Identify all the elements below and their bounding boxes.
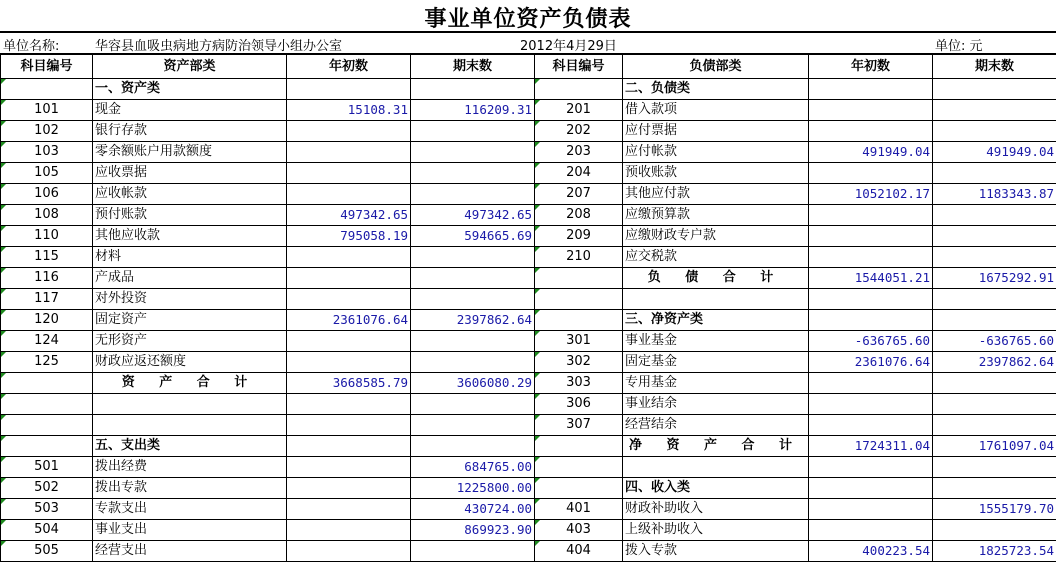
left-end-cell[interactable] — [411, 121, 535, 142]
left-code-cell[interactable] — [1, 436, 93, 457]
left-end-cell[interactable]: 3606080.29 — [411, 373, 535, 394]
left-begin-cell[interactable]: 2361076.64 — [287, 310, 411, 331]
right-begin-cell[interactable] — [809, 289, 933, 310]
table-row — [1, 247, 1056, 268]
header-row — [1, 55, 1056, 79]
left-begin-cell[interactable]: 497342.65 — [287, 205, 411, 226]
left-name-cell[interactable] — [93, 415, 287, 436]
left-code-cell[interactable]: 103 — [1, 142, 93, 163]
left-end-cell[interactable]: 497342.65 — [411, 205, 535, 226]
left-begin-cell[interactable] — [287, 394, 411, 415]
left-code-cell[interactable]: 503 — [1, 499, 93, 520]
right-name-cell[interactable]: 应缴财政专户款 — [623, 226, 809, 247]
right-end-cell[interactable] — [933, 226, 1056, 247]
left-name-cell[interactable]: 资 产 合 计 — [93, 373, 287, 394]
left-end-cell[interactable]: 684765.00 — [411, 457, 535, 478]
left-end-cell[interactable] — [411, 331, 535, 352]
left-code-cell[interactable]: 108 — [1, 205, 93, 226]
left-code-cell[interactable] — [1, 394, 93, 415]
left-begin-cell[interactable] — [287, 289, 411, 310]
currency-unit: 单位: 元 — [935, 39, 983, 54]
left-begin-cell[interactable] — [287, 247, 411, 268]
left-code-cell[interactable]: 116 — [1, 268, 93, 289]
right-begin-cell[interactable]: 2361076.64 — [809, 352, 933, 373]
left-code-cell[interactable] — [1, 79, 93, 100]
right-name-cell[interactable]: 四、收入类 — [623, 478, 809, 499]
unit-label: 单位名称: — [3, 39, 60, 54]
right-end-cell[interactable] — [933, 100, 1056, 121]
right-name-cell[interactable]: 固定基金 — [623, 352, 809, 373]
left-end-cell[interactable] — [411, 394, 535, 415]
left-name-cell[interactable]: 固定资产 — [93, 310, 287, 331]
right-name-cell[interactable]: 财政补助收入 — [623, 499, 809, 520]
table-row — [1, 226, 1056, 247]
right-code-cell[interactable] — [535, 79, 623, 100]
left-begin-cell[interactable] — [287, 415, 411, 436]
right-code-cell[interactable]: 203 — [535, 142, 623, 163]
table-row — [1, 163, 1056, 184]
right-name-cell[interactable]: 事业结余 — [623, 394, 809, 415]
left-name-cell[interactable]: 事业支出 — [93, 520, 287, 541]
right-end-cell[interactable]: 1761097.04 — [933, 436, 1056, 457]
header-cell: 年初数 — [809, 55, 933, 79]
right-begin-cell[interactable] — [809, 499, 933, 520]
left-code-cell[interactable]: 102 — [1, 121, 93, 142]
right-begin-cell[interactable]: 491949.04 — [809, 142, 933, 163]
table-row — [1, 184, 1056, 205]
right-begin-cell[interactable] — [809, 79, 933, 100]
left-name-cell[interactable]: 一、资产类 — [93, 79, 287, 100]
right-name-cell[interactable] — [623, 457, 809, 478]
table-row — [1, 373, 1056, 394]
right-end-cell[interactable] — [933, 121, 1056, 142]
right-code-cell[interactable]: 204 — [535, 163, 623, 184]
header-cell: 科目编号 — [535, 55, 623, 79]
table-row — [1, 205, 1056, 226]
right-end-cell[interactable] — [933, 205, 1056, 226]
right-end-cell[interactable] — [933, 289, 1056, 310]
right-end-cell[interactable] — [933, 478, 1056, 499]
left-end-cell[interactable] — [411, 184, 535, 205]
right-code-cell[interactable] — [535, 310, 623, 331]
left-name-cell[interactable]: 应收票据 — [93, 163, 287, 184]
left-begin-cell[interactable] — [287, 352, 411, 373]
left-begin-cell[interactable] — [287, 79, 411, 100]
right-begin-cell[interactable] — [809, 373, 933, 394]
left-code-cell[interactable]: 504 — [1, 520, 93, 541]
header-cell: 负债部类 — [623, 55, 809, 79]
left-code-cell[interactable]: 505 — [1, 541, 93, 562]
right-begin-cell[interactable]: 1052102.17 — [809, 184, 933, 205]
right-begin-cell[interactable] — [809, 226, 933, 247]
right-code-cell[interactable]: 201 — [535, 100, 623, 121]
right-code-cell[interactable]: 202 — [535, 121, 623, 142]
left-end-cell[interactable]: 430724.00 — [411, 499, 535, 520]
right-end-cell[interactable]: -636765.60 — [933, 331, 1056, 352]
left-end-cell[interactable] — [411, 79, 535, 100]
right-name-cell[interactable]: 其他应付款 — [623, 184, 809, 205]
right-code-cell[interactable]: 303 — [535, 373, 623, 394]
right-end-cell[interactable]: 1183343.87 — [933, 184, 1056, 205]
right-code-cell[interactable] — [535, 289, 623, 310]
right-end-cell[interactable]: 2397862.64 — [933, 352, 1056, 373]
left-end-cell[interactable]: 1225800.00 — [411, 478, 535, 499]
right-code-cell[interactable]: 207 — [535, 184, 623, 205]
right-name-cell[interactable]: 二、负债类 — [623, 79, 809, 100]
left-code-cell[interactable]: 124 — [1, 331, 93, 352]
right-code-cell[interactable]: 401 — [535, 499, 623, 520]
left-end-cell[interactable] — [411, 415, 535, 436]
left-end-cell[interactable]: 594665.69 — [411, 226, 535, 247]
left-begin-cell[interactable]: 795058.19 — [287, 226, 411, 247]
right-end-cell[interactable] — [933, 247, 1056, 268]
left-code-cell[interactable]: 125 — [1, 352, 93, 373]
right-name-cell[interactable]: 净 资 产 合 计 — [623, 436, 809, 457]
left-name-cell[interactable]: 无形资产 — [93, 331, 287, 352]
header-cell: 期末数 — [933, 55, 1056, 79]
report-date: 2012年4月29日 — [520, 39, 617, 54]
left-end-cell[interactable] — [411, 352, 535, 373]
right-name-cell[interactable]: 应缴预算款 — [623, 205, 809, 226]
left-name-cell[interactable]: 拨出经费 — [93, 457, 287, 478]
left-begin-cell[interactable] — [287, 142, 411, 163]
left-name-cell[interactable]: 财政应返还额度 — [93, 352, 287, 373]
right-name-cell[interactable]: 预收账款 — [623, 163, 809, 184]
right-end-cell[interactable] — [933, 394, 1056, 415]
left-begin-cell[interactable]: 15108.31 — [287, 100, 411, 121]
right-end-cell[interactable] — [933, 163, 1056, 184]
info-row — [0, 33, 1056, 54]
title-row — [0, 0, 1056, 33]
right-begin-cell[interactable] — [809, 100, 933, 121]
left-begin-cell[interactable]: 3668585.79 — [287, 373, 411, 394]
left-end-cell[interactable] — [411, 268, 535, 289]
left-end-cell[interactable] — [411, 142, 535, 163]
left-name-cell[interactable]: 专款支出 — [93, 499, 287, 520]
table-row — [1, 310, 1056, 331]
left-name-cell[interactable]: 应收帐款 — [93, 184, 287, 205]
left-code-cell[interactable]: 502 — [1, 478, 93, 499]
left-code-cell[interactable]: 501 — [1, 457, 93, 478]
right-code-cell[interactable]: 301 — [535, 331, 623, 352]
right-code-cell[interactable]: 210 — [535, 247, 623, 268]
table-row — [1, 457, 1056, 478]
table-row — [1, 541, 1056, 562]
unit-name: 华容县血吸虫病地方病防治领导小组办公室 — [95, 39, 343, 54]
table-row — [1, 121, 1056, 142]
right-code-cell[interactable]: 209 — [535, 226, 623, 247]
left-code-cell[interactable]: 120 — [1, 310, 93, 331]
left-end-cell[interactable] — [411, 541, 535, 562]
right-begin-cell[interactable] — [809, 394, 933, 415]
right-code-cell[interactable] — [535, 478, 623, 499]
header-cell: 年初数 — [287, 55, 411, 79]
right-end-cell[interactable]: 1675292.91 — [933, 268, 1056, 289]
right-code-cell[interactable]: 302 — [535, 352, 623, 373]
right-code-cell[interactable]: 307 — [535, 415, 623, 436]
left-name-cell[interactable]: 现金 — [93, 100, 287, 121]
right-code-cell[interactable]: 403 — [535, 520, 623, 541]
left-begin-cell[interactable] — [287, 457, 411, 478]
left-end-cell[interactable]: 2397862.64 — [411, 310, 535, 331]
left-end-cell[interactable]: 116209.31 — [411, 100, 535, 121]
left-name-cell[interactable]: 对外投资 — [93, 289, 287, 310]
right-code-cell[interactable] — [535, 457, 623, 478]
header-cell: 资产部类 — [93, 55, 287, 79]
header-cell: 科目编号 — [1, 55, 93, 79]
right-name-cell[interactable]: 经营结余 — [623, 415, 809, 436]
left-code-cell[interactable] — [1, 373, 93, 394]
left-begin-cell[interactable] — [287, 331, 411, 352]
left-name-cell[interactable]: 银行存款 — [93, 121, 287, 142]
left-code-cell[interactable] — [1, 415, 93, 436]
table-row — [1, 520, 1056, 541]
table-row — [1, 478, 1056, 499]
left-begin-cell[interactable] — [287, 478, 411, 499]
right-name-cell[interactable]: 事业基金 — [623, 331, 809, 352]
right-name-cell[interactable]: 负 债 合 计 — [623, 268, 809, 289]
right-end-cell[interactable]: 1825723.54 — [933, 541, 1056, 562]
right-end-cell[interactable] — [933, 373, 1056, 394]
right-end-cell[interactable]: 491949.04 — [933, 142, 1056, 163]
left-code-cell[interactable]: 117 — [1, 289, 93, 310]
right-end-cell[interactable] — [933, 457, 1056, 478]
table-row — [1, 415, 1056, 436]
right-code-cell[interactable] — [535, 268, 623, 289]
right-end-cell[interactable] — [933, 520, 1056, 541]
sheet-title: 事业单位资产负债表 — [424, 6, 632, 32]
left-begin-cell[interactable] — [287, 499, 411, 520]
right-begin-cell[interactable] — [809, 310, 933, 331]
left-begin-cell[interactable] — [287, 163, 411, 184]
table-row — [1, 79, 1056, 100]
right-name-cell[interactable]: 拨入专款 — [623, 541, 809, 562]
left-name-cell[interactable]: 五、支出类 — [93, 436, 287, 457]
right-name-cell[interactable]: 应付票据 — [623, 121, 809, 142]
right-code-cell[interactable]: 208 — [535, 205, 623, 226]
right-name-cell[interactable]: 应付帐款 — [623, 142, 809, 163]
left-end-cell[interactable] — [411, 436, 535, 457]
left-begin-cell[interactable] — [287, 541, 411, 562]
right-name-cell[interactable]: 应交税款 — [623, 247, 809, 268]
right-begin-cell[interactable] — [809, 247, 933, 268]
left-begin-cell[interactable] — [287, 184, 411, 205]
right-name-cell[interactable]: 专用基金 — [623, 373, 809, 394]
right-begin-cell[interactable]: 1724311.04 — [809, 436, 933, 457]
left-code-cell[interactable]: 106 — [1, 184, 93, 205]
right-begin-cell[interactable]: 400223.54 — [809, 541, 933, 562]
left-name-cell[interactable]: 零余额账户用款额度 — [93, 142, 287, 163]
right-begin-cell[interactable]: 1544051.21 — [809, 268, 933, 289]
right-name-cell[interactable]: 三、净资产类 — [623, 310, 809, 331]
left-name-cell[interactable]: 拨出专款 — [93, 478, 287, 499]
left-end-cell[interactable] — [411, 289, 535, 310]
right-name-cell[interactable]: 上级补助收入 — [623, 520, 809, 541]
right-end-cell[interactable] — [933, 310, 1056, 331]
left-name-cell[interactable]: 产成品 — [93, 268, 287, 289]
left-name-cell[interactable] — [93, 394, 287, 415]
left-name-cell[interactable]: 经营支出 — [93, 541, 287, 562]
right-code-cell[interactable] — [535, 436, 623, 457]
right-begin-cell[interactable] — [809, 163, 933, 184]
right-code-cell[interactable]: 306 — [535, 394, 623, 415]
right-begin-cell[interactable] — [809, 121, 933, 142]
balance-table — [0, 54, 1056, 562]
table-row — [1, 436, 1056, 457]
left-begin-cell[interactable] — [287, 121, 411, 142]
header-cell: 期末数 — [411, 55, 535, 79]
left-code-cell[interactable]: 110 — [1, 226, 93, 247]
right-name-cell[interactable] — [623, 289, 809, 310]
right-begin-cell[interactable] — [809, 457, 933, 478]
left-name-cell[interactable]: 材料 — [93, 247, 287, 268]
table-row — [1, 394, 1056, 415]
table-row — [1, 289, 1056, 310]
table-row — [1, 499, 1056, 520]
right-end-cell[interactable] — [933, 415, 1056, 436]
left-code-cell[interactable]: 105 — [1, 163, 93, 184]
right-end-cell[interactable] — [933, 79, 1056, 100]
left-name-cell[interactable]: 预付账款 — [93, 205, 287, 226]
table-row — [1, 331, 1056, 352]
left-code-cell[interactable]: 115 — [1, 247, 93, 268]
left-end-cell[interactable]: 869923.90 — [411, 520, 535, 541]
left-code-cell[interactable]: 101 — [1, 100, 93, 121]
right-end-cell[interactable]: 1555179.70 — [933, 499, 1056, 520]
right-name-cell[interactable]: 借入款项 — [623, 100, 809, 121]
right-begin-cell[interactable]: -636765.60 — [809, 331, 933, 352]
right-begin-cell[interactable] — [809, 415, 933, 436]
left-begin-cell[interactable] — [287, 436, 411, 457]
left-end-cell[interactable] — [411, 163, 535, 184]
table-row — [1, 268, 1056, 289]
left-begin-cell[interactable] — [287, 268, 411, 289]
table-row — [1, 142, 1056, 163]
left-begin-cell[interactable] — [287, 520, 411, 541]
right-begin-cell[interactable] — [809, 520, 933, 541]
right-begin-cell[interactable] — [809, 205, 933, 226]
table-row — [1, 100, 1056, 121]
right-code-cell[interactable]: 404 — [535, 541, 623, 562]
left-end-cell[interactable] — [411, 247, 535, 268]
left-name-cell[interactable]: 其他应收款 — [93, 226, 287, 247]
right-begin-cell[interactable] — [809, 478, 933, 499]
table-row — [1, 352, 1056, 373]
